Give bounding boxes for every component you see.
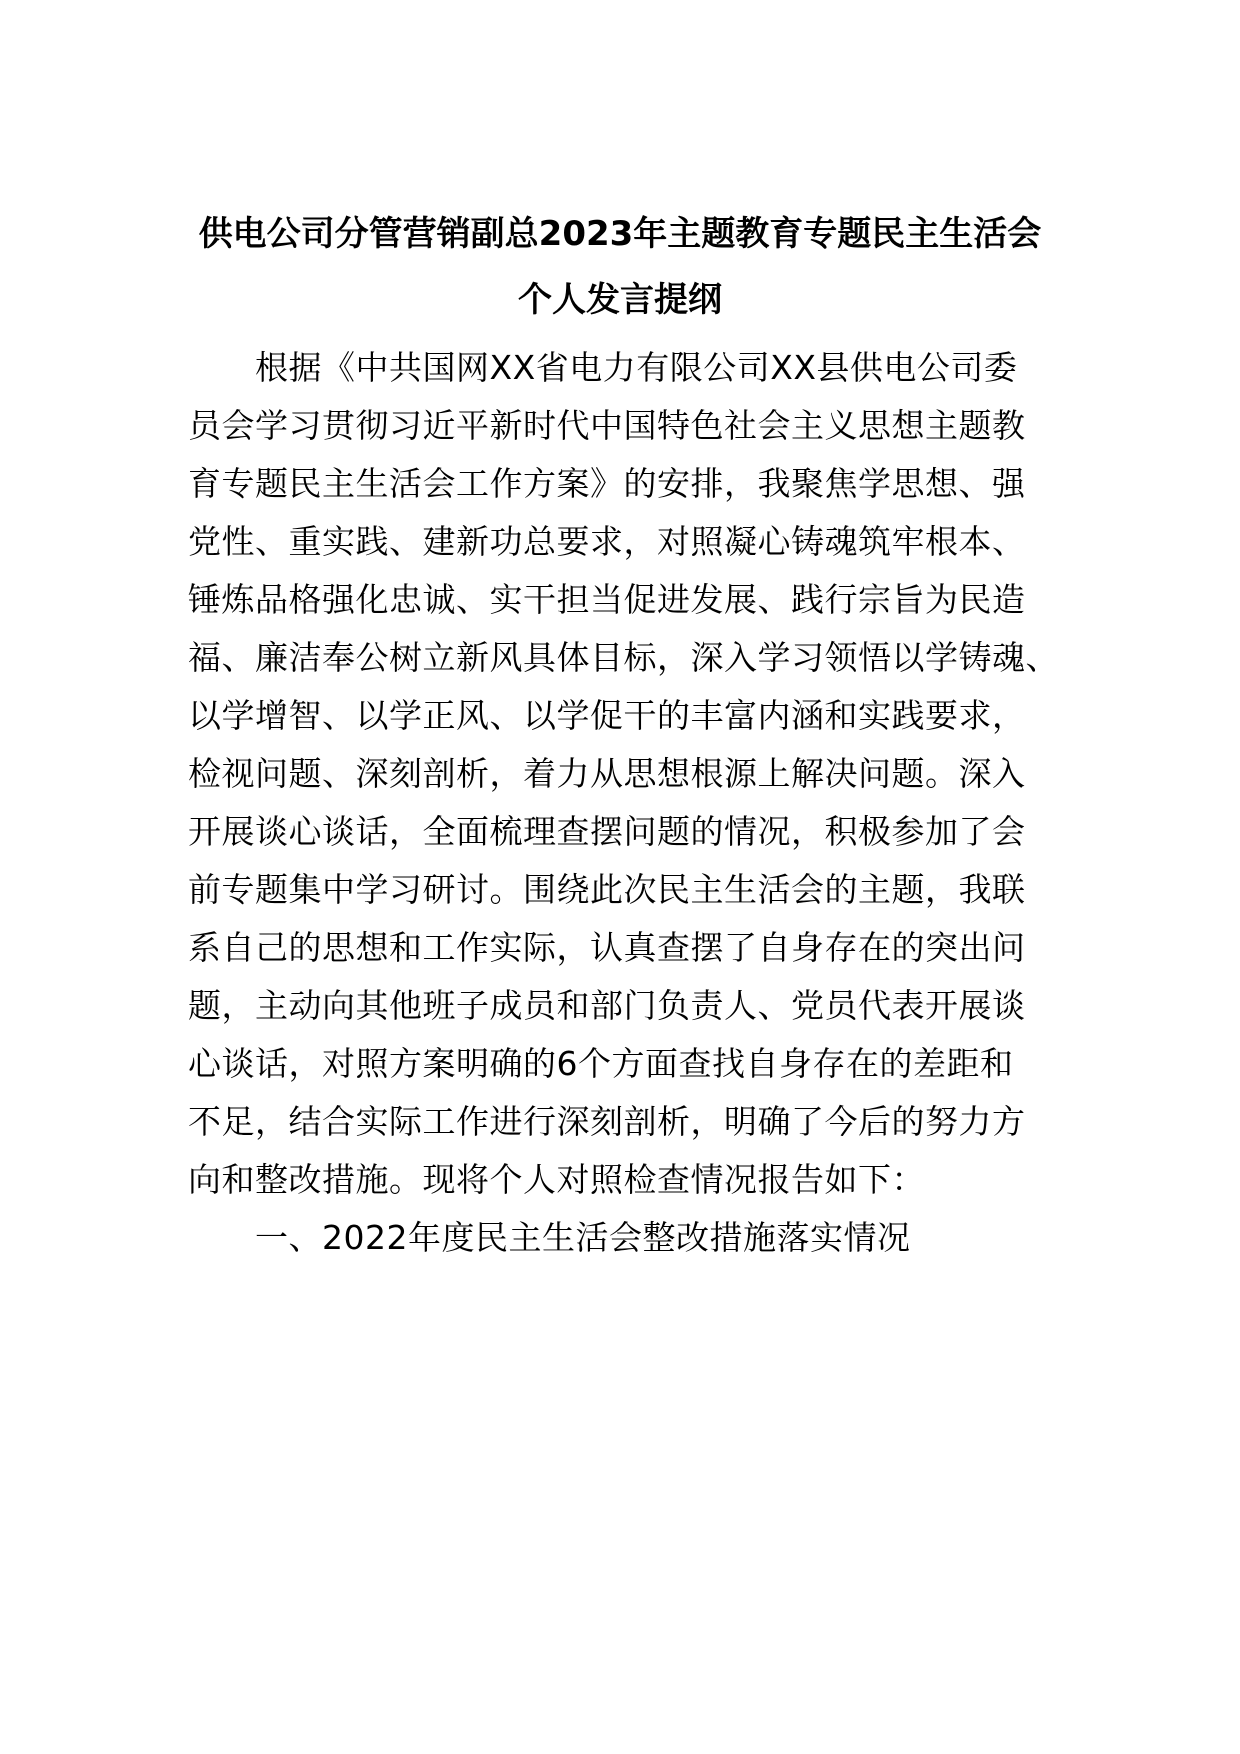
- body-line-3: 育专题民主生活会工作方案》的安排，我聚焦学思想、强: [188, 464, 1026, 503]
- body-line-6: 福、廉洁奉公树立新风具体目标，深入学习领悟以学铸魂、: [188, 638, 1059, 677]
- body-line-11: 系自己的思想和工作实际，认真查摆了自身存在的突出问: [188, 928, 1026, 967]
- body-line-10: 前专题集中学习研讨。围绕此次民主生活会的主题，我联: [188, 870, 1026, 909]
- body-line-5: 锤炼品格强化忠诚、实干担当促进发展、践行宗旨为民造: [188, 580, 1026, 619]
- body-line-8: 检视问题、深刻剖析，着力从思想根源上解决问题。深入: [188, 754, 1026, 793]
- document-title-line-2: 个人发言提纲: [518, 280, 722, 320]
- body-line-2: 员会学习贯彻习近平新时代中国特色社会主义思想主题教: [188, 406, 1026, 445]
- body-line-9: 开展谈心谈话，全面梳理查摆问题的情况，积极参加了会: [188, 812, 1026, 851]
- body-line-1: 根据《中共国网XX省电力有限公司XX县供电公司委: [188, 348, 1018, 387]
- body-line-7: 以学增智、以学正风、以学促干的丰富内涵和实践要求，: [188, 696, 1026, 735]
- section-heading-1: 一、2022年度民主生活会整改措施落实情况: [188, 1218, 911, 1257]
- body-line-14: 不足，结合实际工作进行深刻剖析，明确了今后的努力方: [188, 1102, 1026, 1141]
- body-line-4: 党性、重实践、建新功总要求，对照凝心铸魂筑牢根本、: [188, 522, 1026, 561]
- document-title-line-1: 供电公司分管营销副总2023年主题教育专题民主生活会: [198, 214, 1042, 254]
- body-line-12: 题，主动向其他班子成员和部门负责人、党员代表开展谈: [188, 986, 1026, 1025]
- body-line-15: 向和整改措施。现将个人对照检查情况报告如下：: [188, 1160, 925, 1199]
- body-line-13: 心谈话，对照方案明确的6个方面查找自身存在的差距和: [188, 1044, 1014, 1083]
